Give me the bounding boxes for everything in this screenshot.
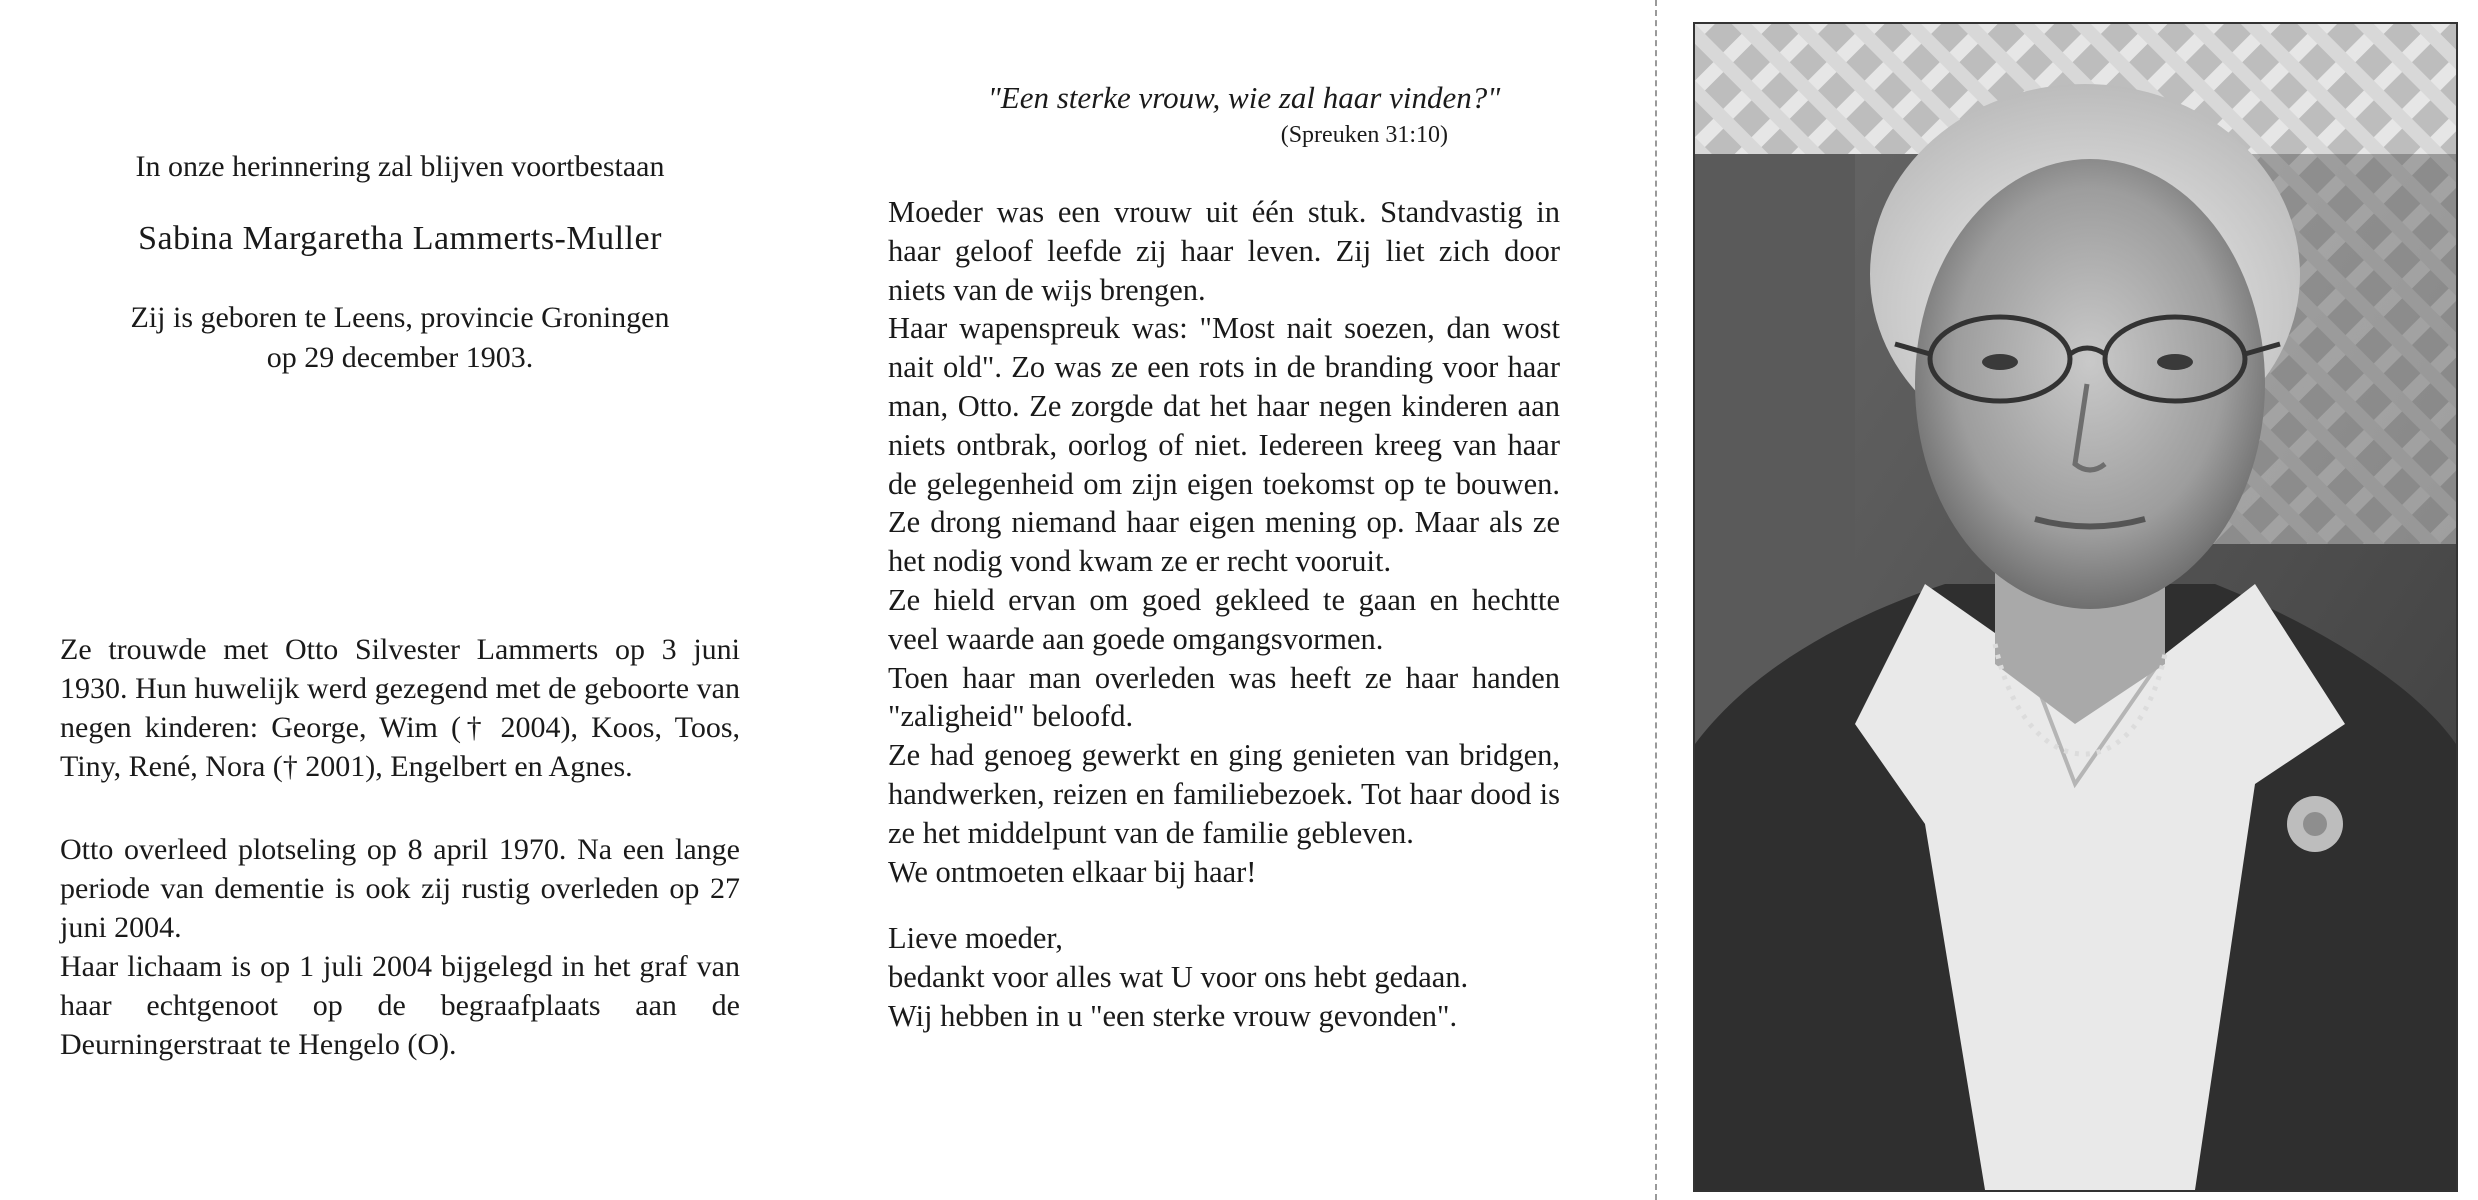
closing-line: Lieve moeder, [888,921,1063,956]
portrait-photo [1693,22,2458,1192]
birth-line-2: op 29 december 1903. [266,341,534,374]
birth-line-1: Zij is geboren te Leens, provincie Groningen [130,301,670,334]
closing-line: Wij hebben in u "een sterke vrouw gevonden". [888,998,1458,1033]
deceased-name: Sabina Margaretha Lammerts-Muller [138,220,662,257]
bible-reference: (Spreuken 31:10) [1280,122,1448,148]
marriage-paragraph: Ze trouwde met Otto Silvester Lammerts op 3 juni 1930. Hun huwelijk werd gezegend met de geboorte van negen kinderen: George, Wim († 2004), Koos, Toos, Tiny, René, Nora († 2001), Engelbert en Agnes. [60,633,740,783]
bible-quote: "Een sterke vrouw, wie zal haar vinden?" [987,80,1501,115]
fold-line [1655,0,1657,1200]
header-block [60,150,740,378]
death-paragraph: Otto overleed plotseling op 8 april 1970. Na een lange periode van dementie is ook zij rustig overleden op 27 juni 2004. [60,833,740,944]
portrait-photo-icon [1695,24,2456,1190]
tribute-paragraph: We ontmoeten elkaar bij haar! [888,854,1257,889]
closing-line: bedankt voor alles wat U voor ons hebt gedaan. [888,960,1469,995]
tribute-paragraph: Ze hield ervan om goed gekleed te gaan en hechtte veel waarde aan goede omgangsvormen. [888,582,1560,656]
tribute-paragraph: Moeder was een vrouw uit één stuk. Standvastig in haar geloof leefde zij haar leven. Zij liet zich door niets van de wijs brengen. [888,195,1560,307]
tribute-block [888,80,1560,1036]
burial-paragraph: Haar lichaam is op 1 juli 2004 bijgelegd in het graf van haar echtgenoot op de begraafplaats aan de Deurningerstraat te Hengelo (O). [60,950,740,1061]
biography-block [60,630,740,1064]
tribute-text [888,193,1560,1036]
tribute-paragraph: Ze had genoeg gewerkt en ging genieten van bridgen, handwerken, reizen en familiebezoek. Tot haar dood is ze het middelpunt van de familie gebleven. [888,738,1560,850]
tribute-paragraph: Toen haar man overleden was heeft ze haar handen "zaligheid" beloofd. [888,660,1560,734]
intro-text: In onze herinnering zal blijven voortbestaan [135,150,665,183]
tribute-paragraph: Haar wapenspreuk was: "Most nait soezen, dan wost nait old". Zo was ze een rots in de branding voor haar man, Otto. Ze zorgde dat het haar negen kinderen aan niets ontbrak, oorlog of niet. Iedereen kreeg van haar de gelegenheid om zijn eigen toekomst op te bouwen. Ze drong niemand haar eigen mening op. Maar als ze het nodig vond kwam ze er recht vooruit. [888,311,1560,579]
